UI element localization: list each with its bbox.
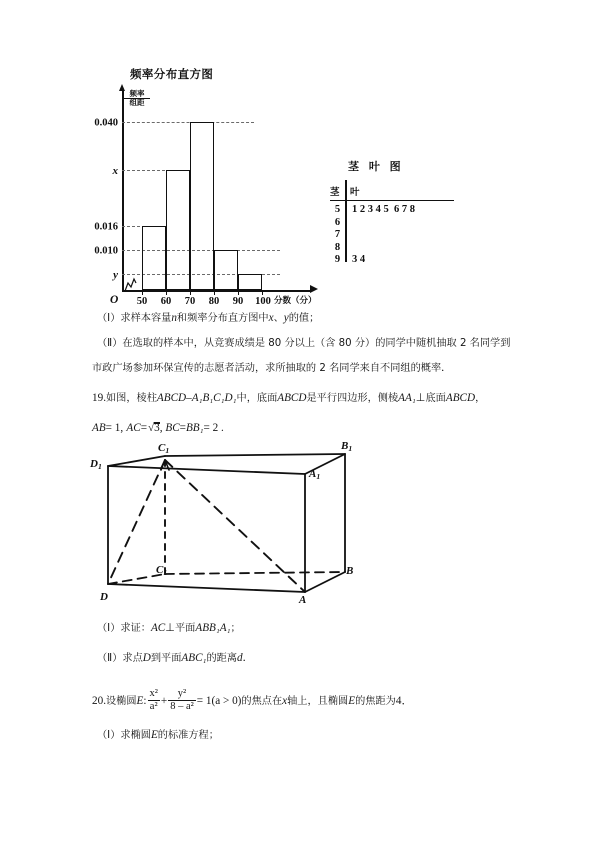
- frequency-histogram-figure: [92, 66, 332, 306]
- q19-part2-variable-d: d: [237, 652, 243, 664]
- q19-part2-plane-abc1: ABC₁: [181, 652, 207, 664]
- q18-variable-n: n: [171, 312, 177, 324]
- q19-segment-bb1: BB₁: [185, 422, 204, 434]
- q19-perp-symbol: ⊥: [415, 392, 426, 404]
- prism-svg: [90, 444, 420, 616]
- q19-part1-suffix: ；: [230, 623, 241, 634]
- y-axis-label-denominator: 组距: [129, 97, 145, 107]
- q19-part2-text: [97, 650, 253, 667]
- q19-part2-prefix: （Ⅱ）求点: [97, 653, 143, 664]
- ytick-label-1: x: [112, 165, 118, 177]
- q19-part1-plane-word: 平面: [175, 623, 196, 634]
- q18-part2-line1: （Ⅱ）在选取的样本中，从竞赛成绩是 80 分以上（含 80 分）的同学中随机抽取 2 名同学到: [97, 338, 511, 349]
- histogram-bar-50-60: [142, 226, 166, 290]
- q20-part1-prefix: （Ⅰ）求椭圆: [97, 730, 151, 741]
- vertex-label-B1: B1: [341, 440, 353, 453]
- q20-numerator-x2: x²: [148, 688, 160, 701]
- q19-part1-prefix: （Ⅰ）求证：: [97, 623, 151, 634]
- stemleaf-horizontal-rule: [330, 200, 454, 201]
- q20-ellipse-e2: E: [348, 694, 356, 707]
- q19-dash: –: [186, 392, 192, 404]
- ytick-label-0: 0.040: [94, 117, 118, 129]
- q19-line1-a: 如图，棱柱: [105, 393, 157, 404]
- q19-base-abcd: ABCD: [277, 392, 307, 404]
- q19-segment-ac: AC: [126, 422, 141, 434]
- q19-part2-suffix: ．: [242, 653, 253, 664]
- q19-eq-4: = 2 .: [203, 422, 224, 434]
- xtick-90: [238, 290, 239, 295]
- vertex-label-B: B: [346, 565, 354, 577]
- q18-part1-prefix: （Ⅰ）求样本容量: [97, 313, 172, 324]
- q20-prefix: 设椭圆: [105, 695, 137, 707]
- leaf-row: 1 2 3 4 5 6 7 8: [352, 204, 415, 215]
- histogram-bar-80-90: [214, 250, 238, 290]
- xtick-label-80: 80: [208, 296, 220, 307]
- stem-value: 9: [334, 254, 341, 266]
- xtick-60: [166, 290, 167, 295]
- q19-prism-a1b1c1d1: A₁B₁C₁D₁: [191, 392, 237, 404]
- vertex-label-C1: C1: [158, 442, 170, 455]
- q19-part1-plane-abb1a1: ABB₁A₁: [195, 622, 231, 634]
- q20-numerator-y2: y²: [168, 688, 196, 701]
- prism-figure: [90, 440, 420, 616]
- stemleaf-header-stem: 茎: [330, 187, 340, 198]
- q20-focal-length: 4．: [395, 694, 413, 707]
- xtick-80: [214, 290, 215, 295]
- histogram-plot-area: [94, 108, 317, 307]
- q19-line1-d: 底面: [425, 393, 446, 404]
- stemleaf-stem-column: [331, 204, 344, 267]
- vertex-label-D: D: [100, 591, 108, 603]
- vertex-label-A: A: [299, 594, 307, 606]
- q20-number: 20.: [92, 694, 106, 707]
- q19-part2-distance-word: 的距离: [206, 653, 238, 664]
- q18-part1-suffix: 的值；: [288, 313, 320, 324]
- gridline-0040: [94, 117, 254, 129]
- q19-part1-line-ac: AC: [150, 622, 166, 634]
- q18-variable-y: y: [283, 312, 289, 324]
- leaf-row: 3 4: [352, 254, 366, 266]
- q20-mid1: 的焦点在: [241, 695, 283, 707]
- xtick-label-60: 60: [160, 296, 172, 307]
- ytick-label-2: 0.016: [94, 221, 118, 233]
- stemleaf-vertical-rule: [345, 180, 347, 262]
- histogram-bar-70-80: [190, 122, 214, 290]
- histogram-bar-60-70: [166, 170, 190, 290]
- q19-line1-c: 是平行四边形，侧棱: [306, 393, 399, 404]
- stemleaf-leaf-column: [352, 204, 415, 267]
- stem-and-leaf-figure: [330, 158, 510, 308]
- q20-colon: :: [143, 694, 147, 707]
- q19-part2-mid: 到平面: [150, 653, 182, 664]
- q19-line1-e: ，: [475, 393, 486, 404]
- q19-eq-3: =: [179, 422, 186, 434]
- vertex-label-C: C1: [156, 564, 168, 577]
- x-axis-title: 分数（分）: [274, 296, 317, 306]
- q19-segment-bc: , BC: [159, 422, 180, 434]
- stem-value: 5: [334, 204, 341, 215]
- origin-label: O: [110, 294, 119, 306]
- xtick-label-90: 90: [232, 296, 244, 307]
- q19-statement-line2: [92, 420, 224, 437]
- q19-line1-b: 中，底面: [236, 393, 278, 404]
- axis-break-zigzag-icon: [124, 276, 140, 292]
- xtick-label-70: 70: [184, 296, 196, 307]
- xtick-70: [190, 290, 191, 295]
- q19-prism-abcd: ABCD: [156, 392, 187, 404]
- sqrt-icon: √ 3: [148, 422, 160, 434]
- leaf-row: [352, 242, 415, 255]
- q20-plus-symbol: +: [160, 694, 168, 707]
- q19-eq-2: =: [140, 422, 148, 434]
- q20-ellipse-e: E: [136, 694, 144, 707]
- q19-statement-line1: [92, 390, 485, 407]
- q18-variable-x: x: [268, 312, 274, 324]
- q20-denominator-8-a2: 8 – a²: [170, 700, 194, 712]
- q19-part2-point-d: D: [142, 652, 151, 664]
- q19-number: 19.: [92, 392, 106, 404]
- leaf-row: [352, 217, 415, 230]
- q20-fraction-y2-8a2: [168, 688, 196, 714]
- leaf-row: [352, 229, 415, 242]
- stem-value: 8: [334, 241, 341, 253]
- xtick-label-100: 100: [255, 296, 271, 307]
- q19-segment-ab: AB: [92, 422, 106, 434]
- vertex-label-D1: D1: [90, 458, 102, 471]
- q18-part1-text: [97, 310, 319, 327]
- q18-part1-comma: 、: [273, 313, 284, 324]
- stemleaf-title: 茎 叶 图: [348, 160, 404, 173]
- x-axis-arrow-icon: [310, 285, 318, 293]
- q20-part1-suffix: 的标准方程；: [157, 730, 219, 741]
- y-axis-arrow-icon: [119, 84, 125, 91]
- q20-fraction-x2-a2: [148, 688, 160, 714]
- q20-equation-rhs: = 1(a > 0): [196, 694, 242, 707]
- ytick-label-3: 0.010: [94, 245, 118, 257]
- ytick-label-4: y: [113, 269, 118, 281]
- vertex-label-A1: A1: [309, 468, 321, 481]
- q20-part1-ellipse-e: E: [150, 729, 158, 741]
- y-axis-label-numerator: 频率: [124, 90, 150, 99]
- q20-mid2: 轴上，且椭圆: [287, 695, 349, 707]
- q19-part1-perp-symbol: ⊥: [165, 622, 175, 634]
- histogram-y-axis-label: [124, 90, 150, 107]
- xtick-100: [262, 290, 263, 295]
- stem-value: 7: [334, 229, 341, 241]
- q20-statement: [92, 688, 413, 714]
- xtick-label-50: 50: [136, 296, 148, 307]
- stem-value: 6: [334, 216, 341, 228]
- q19-eq-1: = 1,: [105, 422, 124, 434]
- q19-edge-aa1: AA₁: [398, 392, 416, 404]
- q19-sqrt-radicand: 3: [154, 422, 160, 434]
- xtick-50: [142, 290, 143, 295]
- q19-part1-text: [97, 620, 241, 637]
- q20-part1-text: [97, 727, 219, 744]
- histogram-title: 频率分布直方图: [130, 67, 214, 81]
- q20-denominator-a2: a²: [149, 700, 158, 712]
- q18-part1-mid: 和频率分布直方图中: [176, 313, 269, 324]
- q18-part2-line2: 市政广场参加环保宣传的志愿者活动，求所抽取的 2 名同学来自不同组的概率．: [92, 363, 452, 374]
- y-axis-line: [122, 90, 124, 290]
- q20-mid3: 的焦距为: [355, 695, 396, 707]
- histogram-bar-90-100: [238, 274, 262, 290]
- q19-base-abcd-2: ABCD: [445, 392, 476, 404]
- x-axis-line: [122, 290, 312, 292]
- stemleaf-header-leaf: 叶: [350, 187, 360, 198]
- q20-axis-x: x: [282, 694, 288, 707]
